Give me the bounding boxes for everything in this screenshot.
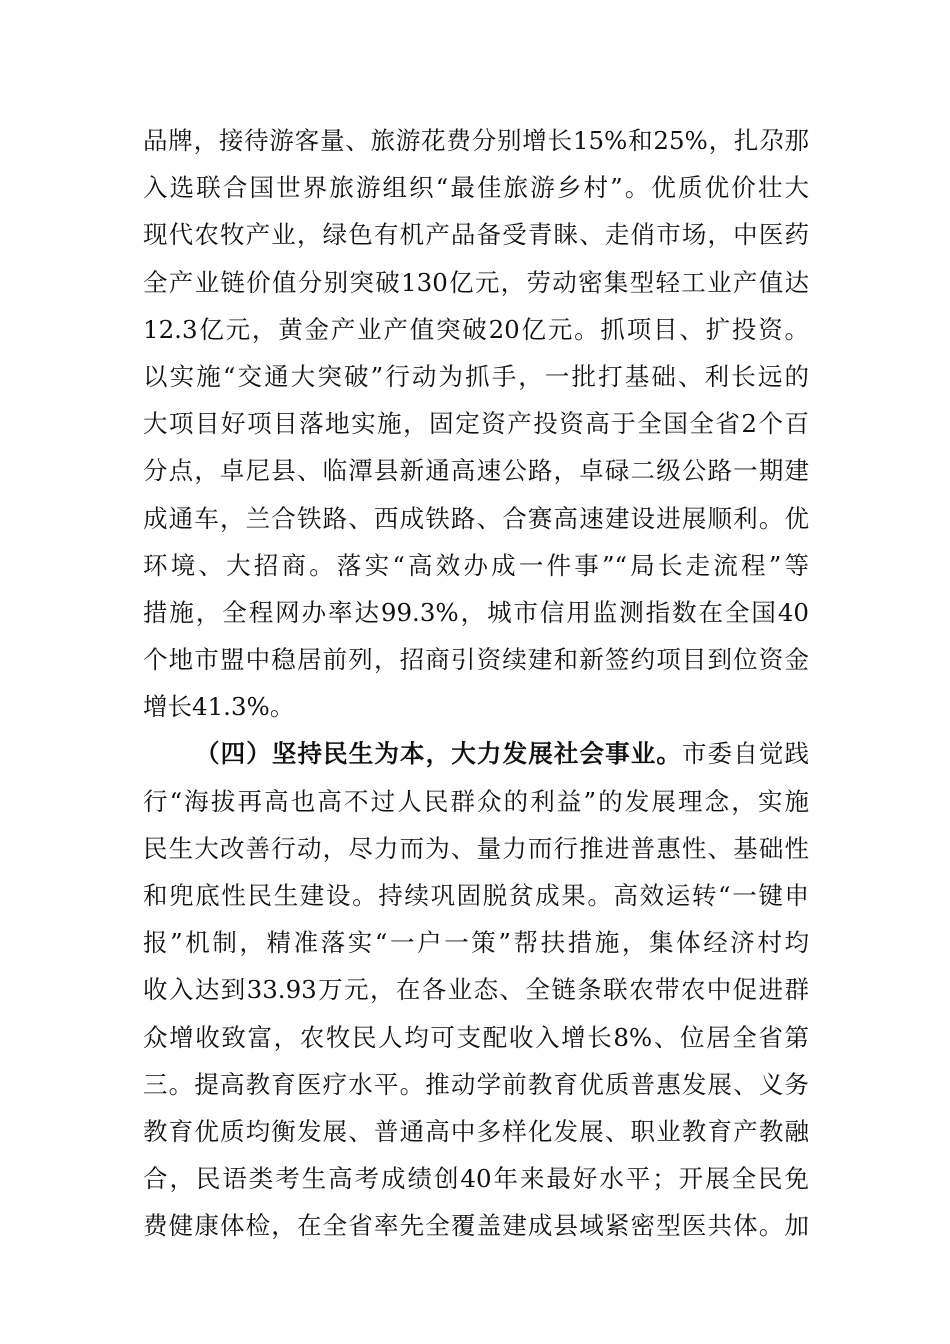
text-line: 环境、大招商。落实“高效办成一件事”“局长走流程”等 bbox=[143, 550, 809, 580]
text-line: 增长41.3%。 bbox=[143, 692, 295, 722]
section-four-heading: （四）坚持民生为本，大力发展社会事业。 bbox=[195, 739, 682, 769]
text-line: 教育优质均衡发展、普通高中多样化发展、职业教育产教融 bbox=[143, 1116, 809, 1146]
body-text bbox=[143, 117, 809, 1250]
text-line: 现代农牧产业，绿色有机产品备受青睐、走俏市场，中医药 bbox=[143, 220, 809, 250]
text-line: 12.3亿元，黄金产业产值突破20亿元。抓项目、扩投资。 bbox=[143, 314, 809, 344]
text-line: 全产业链价值分别突破130亿元，劳动密集型轻工业产值达 bbox=[143, 267, 809, 297]
text-line: 大项目好项目落地实施，固定资产投资高于全国全省2个百 bbox=[143, 409, 809, 439]
text-line: 费健康体检，在全省率先全覆盖建成县域紧密型医共体。加 bbox=[143, 1211, 809, 1241]
text-line: 以实施“交通大突破”行动为抓手，一批打基础、利长远的 bbox=[143, 361, 809, 391]
text-line: 报”机制，精准落实“一户一策”帮扶措施，集体经济村均 bbox=[143, 928, 809, 958]
text-line: 入选联合国世界旅游组织“最佳旅游乡村”。优质优价壮大 bbox=[143, 173, 809, 203]
text-line: 品牌，接待游客量、旅游花费分别增长15%和25%，扎尕那 bbox=[143, 126, 809, 155]
text-line: 和兜底性民生建设。持续巩固脱贫成果。高效运转“一键申 bbox=[143, 881, 809, 910]
text-line: 合，民语类考生高考成绩创40年来最好水平；开展全民免 bbox=[143, 1164, 809, 1194]
text-line: 个地市盟中稳居前列，招商引资续建和新签约项目到位资金 bbox=[143, 645, 809, 675]
text-line: 收入达到33.93万元，在各业态、全链条联农带农中促进群 bbox=[143, 975, 809, 1005]
text-line: 行“海拔再高也高不过人民群众的利益”的发展理念，实施 bbox=[143, 786, 809, 816]
text-line: 三。提高教育医疗水平。推动学前教育优质普惠发展、义务 bbox=[143, 1069, 809, 1099]
text-line: 措施，全程网办率达99.3%，城市信用监测指数在全国40 bbox=[143, 597, 809, 627]
text-line: 民生大改善行动，尽力而为、量力而行推进普惠性、基础性 bbox=[143, 833, 809, 863]
text-line: 分点，卓尼县、临潭县新通高速公路，卓碌二级公路一期建 bbox=[143, 456, 809, 486]
section-four-first-line bbox=[143, 730, 809, 777]
text-line: 成通车，兰合铁路、西成铁路、合赛高速建设进展顺利。优 bbox=[143, 503, 809, 533]
section-four-first-line-text: 市委自觉践 bbox=[681, 739, 810, 769]
text-line: 众增收致富，农牧民人均可支配收入增长8%、位居全省第 bbox=[143, 1022, 809, 1052]
